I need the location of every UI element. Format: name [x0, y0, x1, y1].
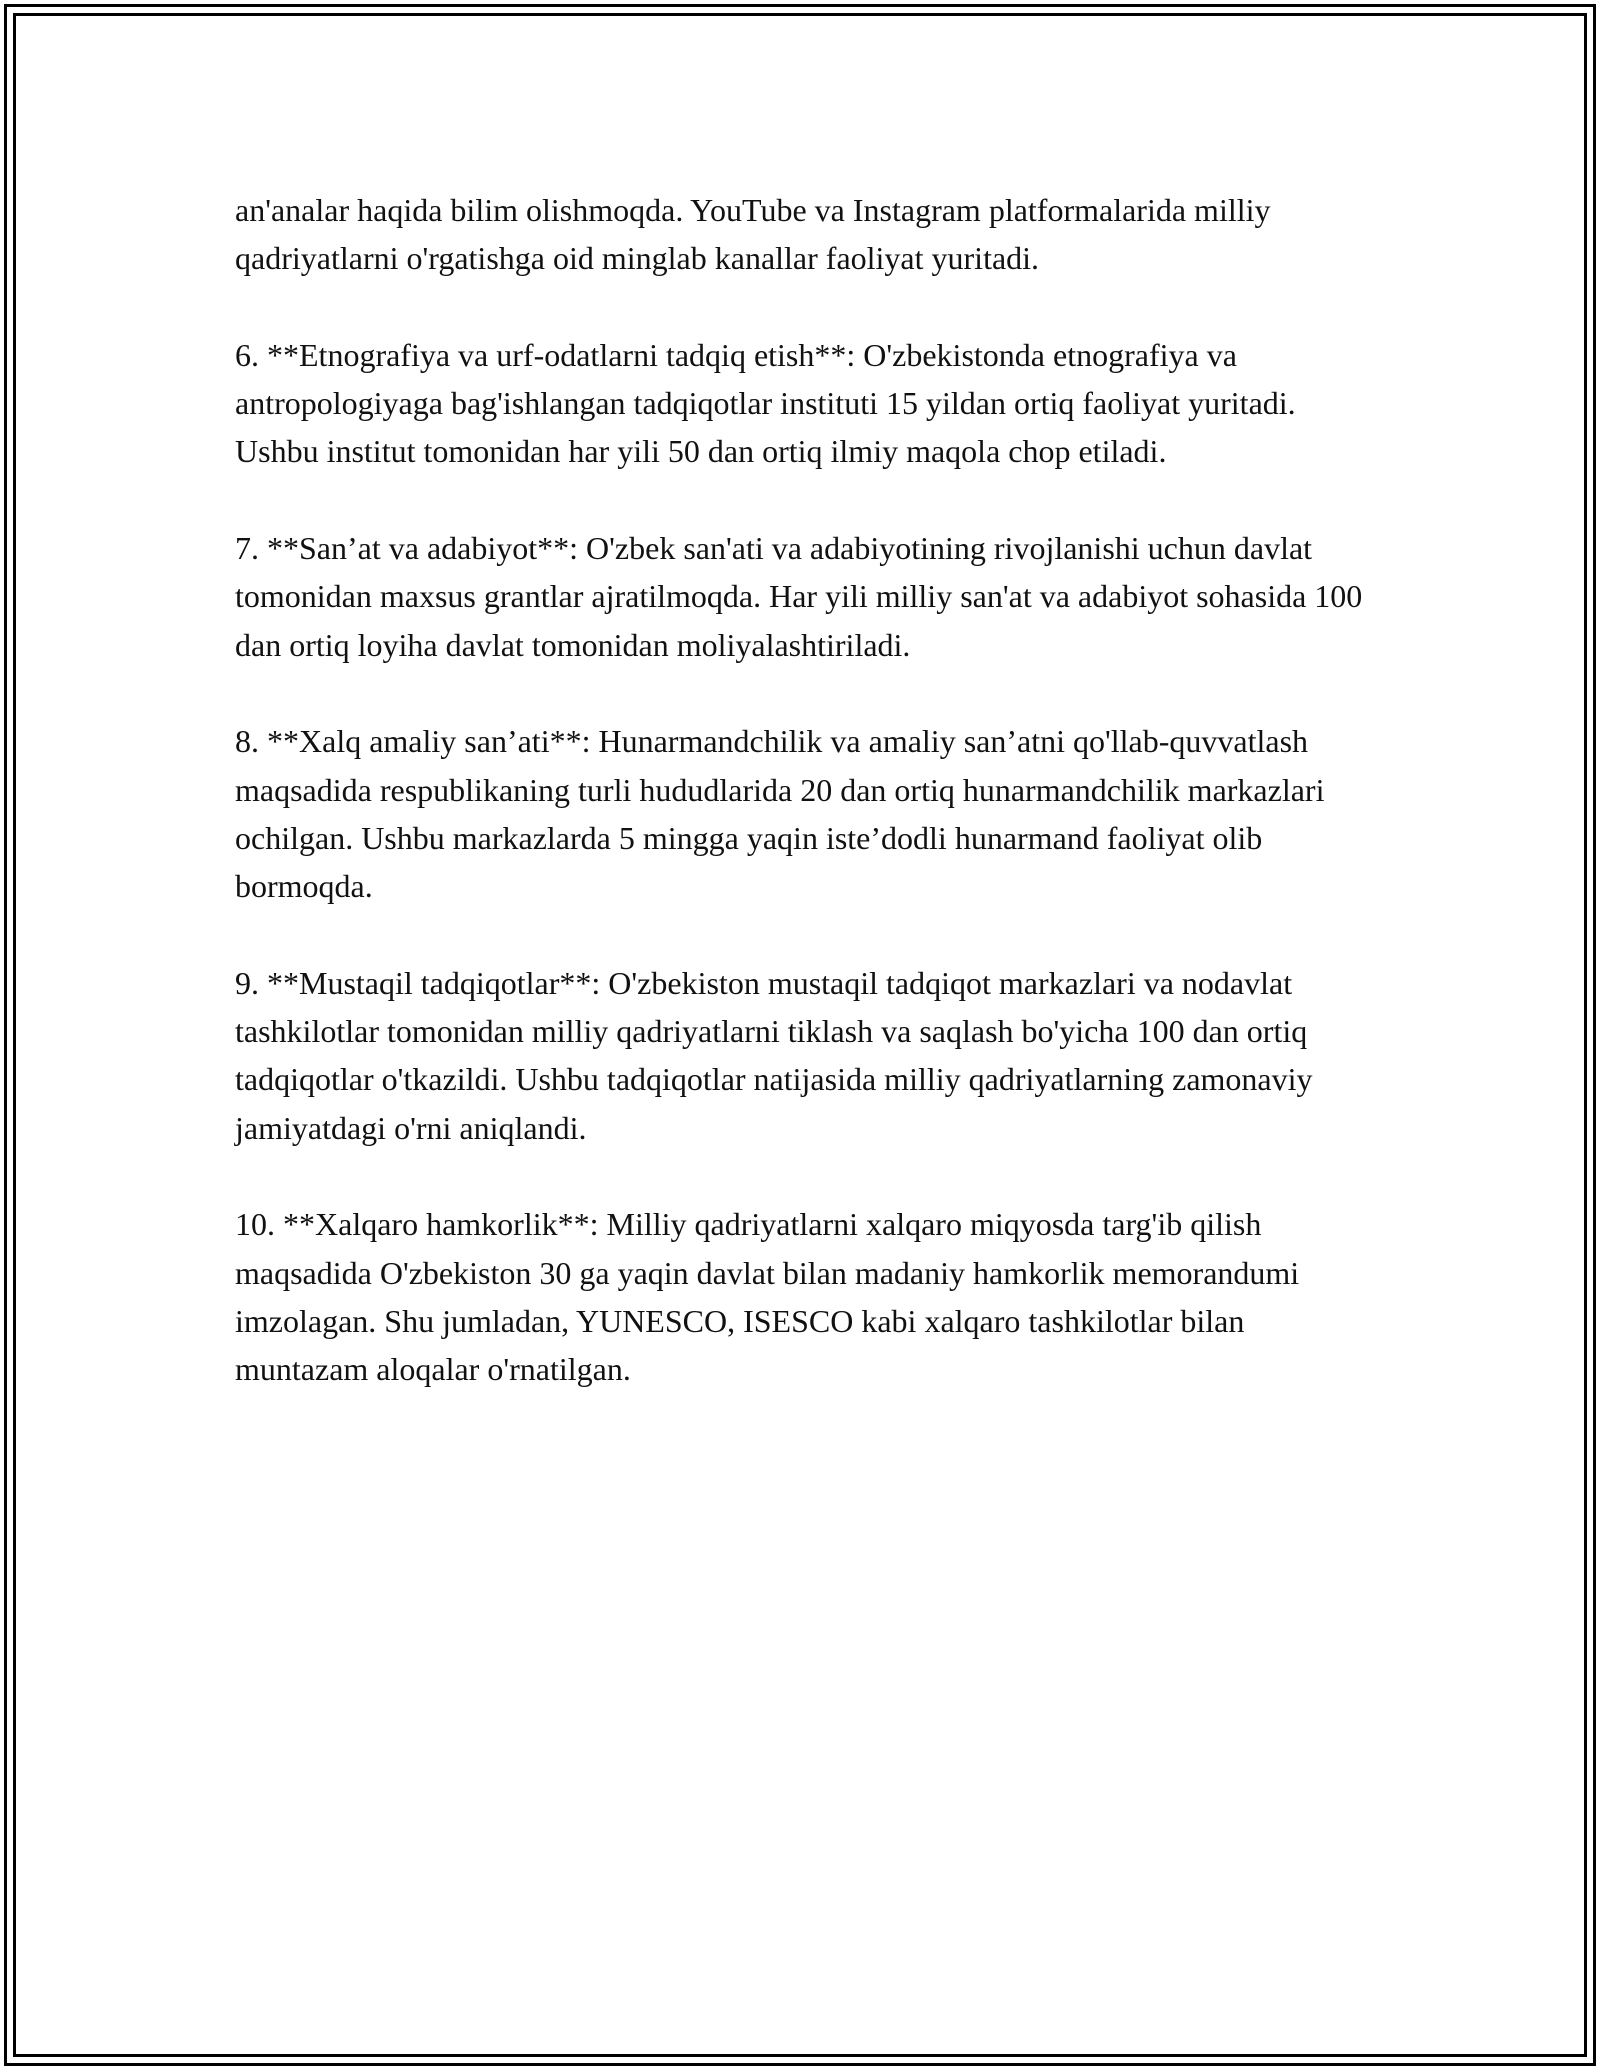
paragraph-item-6: 6. **Etnografiya va urf-odatlarni tadqiq etish**: O'zbekistonda etnografiya va antropologiyaga bag'ishlangan tadqiqotlar instituti 15 yildan ortiq faoliyat yuritadi. Ushbu institut tomonidan har yili 50 dan ortiq ilmiy maqola chop etiladi.	[235, 336, 1296, 470]
document-body	[235, 186, 1375, 1393]
paragraph-intro-continuation: an'analar haqida bilim olishmoqda. YouTube va Instagram platformalarida milliy qadriyatlarni o'rgatishga oid minglab kanallar faoliyat yuritadi.	[235, 192, 1271, 277]
paragraph-item-9: 9. **Mustaqil tadqiqotlar**: O'zbekiston mustaqil tadqiqot markazlari va nodavlat tashkilotlar tomonidan milliy qadriyatlarni tiklash va saqlash bo'yicha 100 dan ortiq tadqiqotlar o'tkazildi. Ushbu tadqiqotlar natijasida milliy qadriyatlarning zamonaviy jamiyatdagi o'rni aniqlandi.	[235, 964, 1313, 1146]
paragraph-item-7: 7. **San’at va adabiyot**: O'zbek san'ati va adabiyotining rivojlanishi uchun davlat tomonidan maxsus grantlar ajratilmoqda. Har yili milliy san'at va adabiyot sohasida 100 dan ortiq loyiha davlat tomonidan moliyalashtiriladi.	[235, 530, 1363, 663]
paragraph-item-8: 8. **Xalq amaliy san’ati**: Hunarmandchilik va amaliy san’atni qo'llab-quvvatlash maqsadida respublikaning turli hududlarida 20 dan ortiq hunarmandchilik markazlari ochilgan. Ushbu markazlarda 5 mingga yaqin iste’dodli hunarmand faoliyat olib bormoqda.	[235, 723, 1325, 905]
paragraph-item-10: 10. **Xalqaro hamkorlik**: Milliy qadriyatlarni xalqaro miqyosda targ'ib qilish maqsadida O'zbekiston 30 ga yaqin davlat bilan madaniy hamkorlik memorandumi imzolagan. Shu jumladan, YUNESCO, ISESCO kabi xalqaro tashkilotlar bilan muntazam aloqalar o'rnatilgan.	[235, 1206, 1300, 1388]
